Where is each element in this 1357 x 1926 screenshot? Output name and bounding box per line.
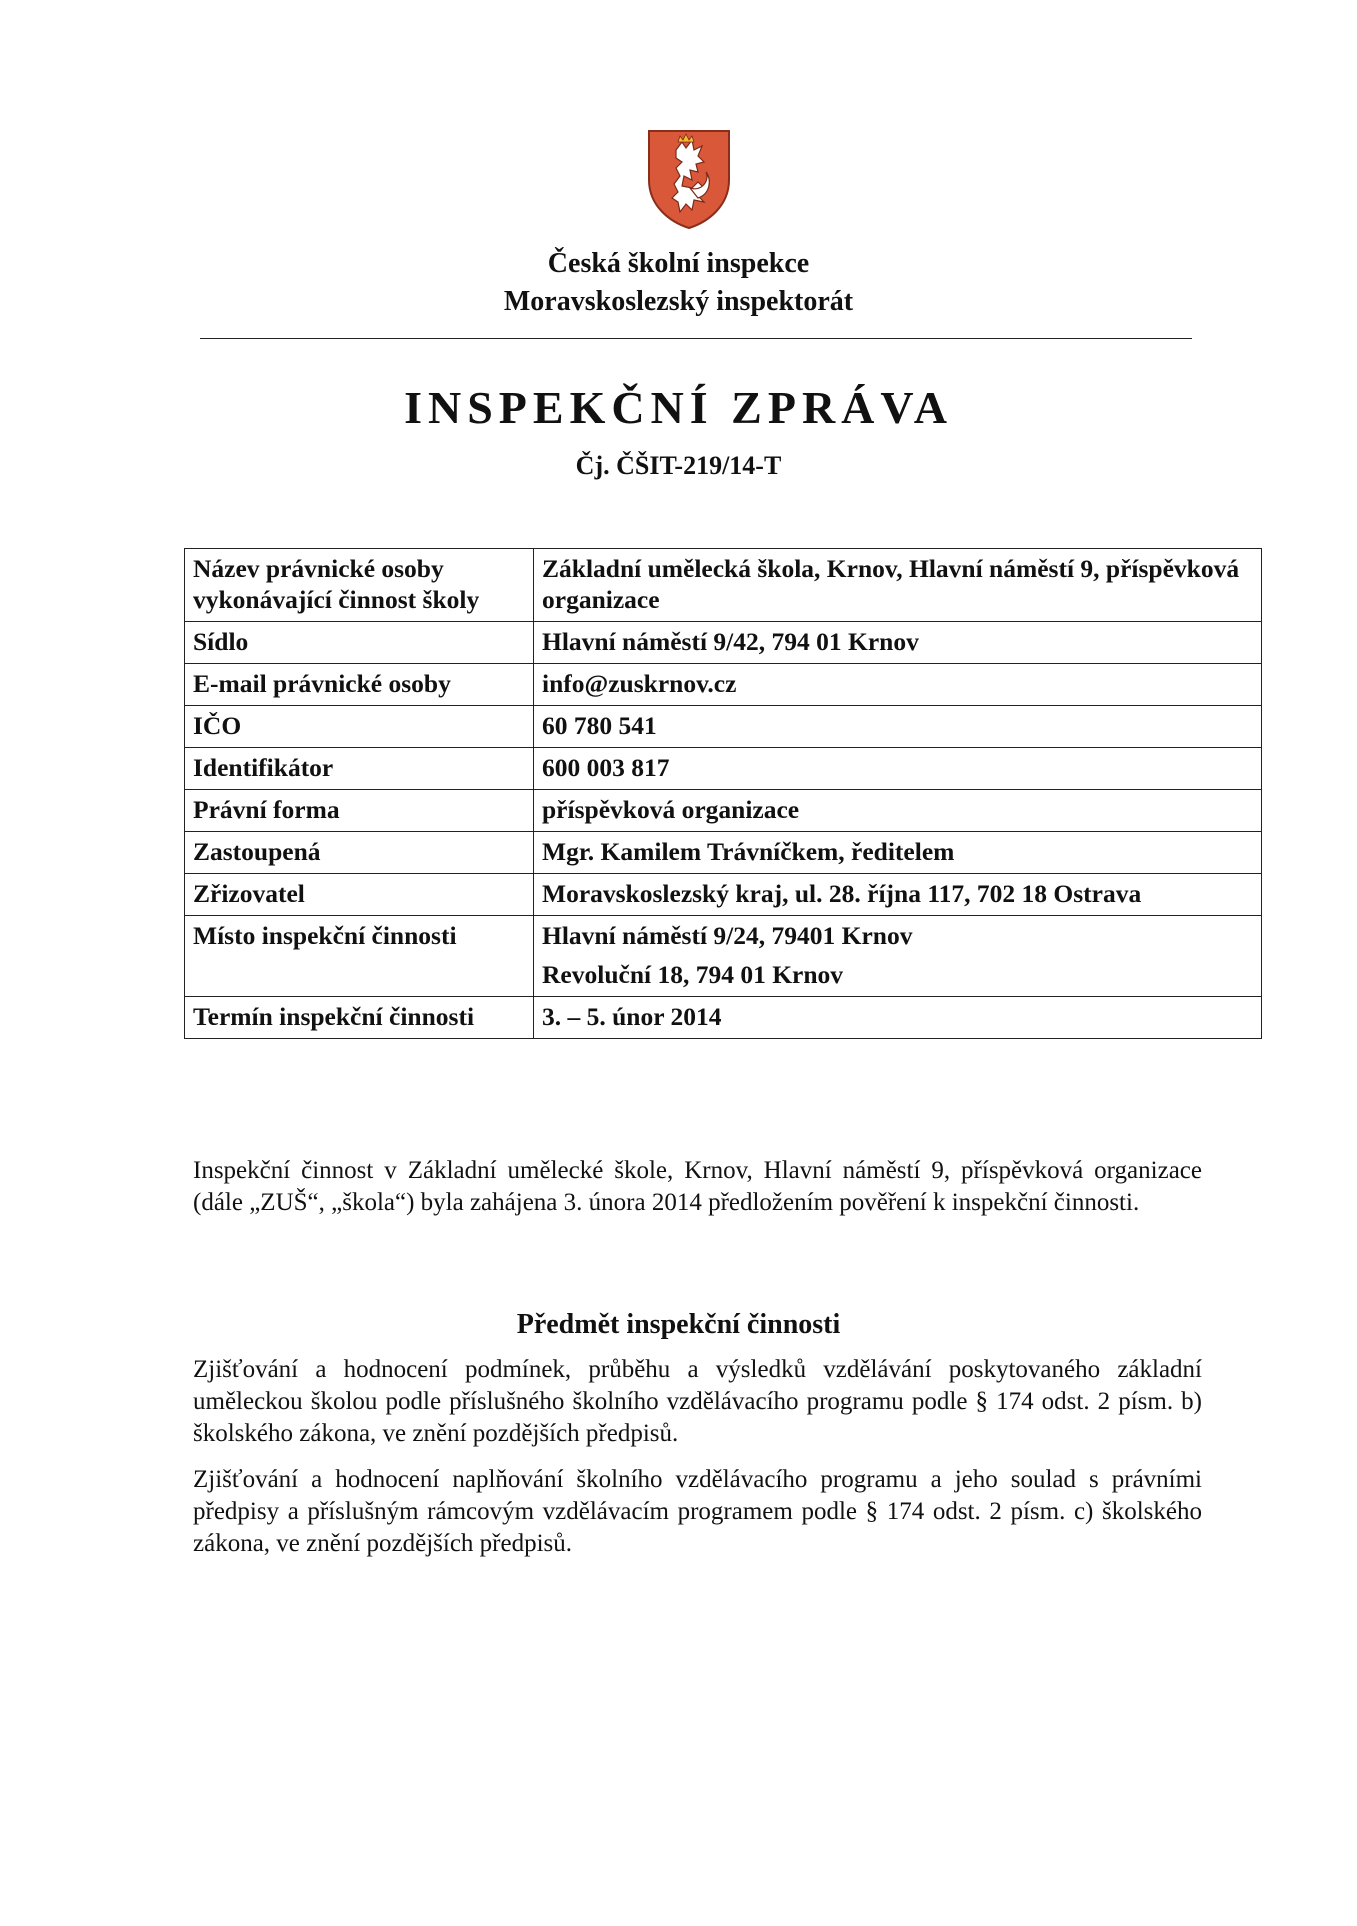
row-value: [534, 549, 1262, 622]
subject-paragraph: Zjišťování a hodnocení naplňování školního vzdělávacího programu a jeho soulad s právními předpisy a příslušným rámcovým vzdělávacím programem podle § 174 odst. 2 písm. c) školského zákona, ve znění pozdějších předpisů.: [193, 1466, 1202, 1557]
row-label: E-mail právnické osoby: [185, 664, 534, 706]
table-row: [185, 832, 1262, 874]
row-label: Zřizovatel: [185, 874, 534, 916]
row-value-line: Moravskoslezský kraj, ul. 28. října 117, 702 18 Ostrava: [542, 879, 1142, 908]
row-label: Sídlo: [185, 622, 534, 664]
table-row: [185, 664, 1262, 706]
row-value: [534, 664, 1262, 706]
table-row: [185, 916, 1262, 997]
row-label: Zastoupená: [185, 832, 534, 874]
table-row: [185, 874, 1262, 916]
row-value: [534, 790, 1262, 832]
document-title: INSPEKČNÍ ZPRÁVA: [404, 382, 953, 433]
intro-paragraph: Inspekční činnost v Základní umělecké škole, Krnov, Hlavní náměstí 9, příspěvková organizace (dále „ZUŠ“, „škola“) byla zahájena 3. února 2014 předložením pověření k inspekční činnosti.: [193, 1157, 1202, 1216]
czech-coat-of-arms-icon: [646, 128, 732, 230]
row-value: [534, 706, 1262, 748]
row-label: Právní forma: [185, 790, 534, 832]
table-row: [185, 790, 1262, 832]
header-divider: [200, 338, 1192, 339]
row-value-line: Hlavní náměstí 9/24, 79401 Krnov: [542, 921, 913, 950]
row-value-line: Základní umělecká škola, Krnov, Hlavní náměstí 9, příspěvková organizace: [542, 554, 1240, 614]
row-value: [534, 997, 1262, 1039]
table-row: [185, 549, 1262, 622]
row-label: Termín inspekční činnosti: [185, 997, 534, 1039]
row-label: Identifikátor: [185, 748, 534, 790]
row-label: Místo inspekční činnosti: [185, 916, 534, 997]
row-value-line: 600 003 817: [542, 753, 670, 782]
school-info-table: [184, 548, 1262, 1039]
row-value-line: 3. – 5. únor 2014: [542, 1002, 722, 1031]
row-value-line: Hlavní náměstí 9/42, 794 01 Krnov: [542, 627, 919, 656]
table-row: [185, 748, 1262, 790]
row-value: [534, 748, 1262, 790]
row-value: [534, 622, 1262, 664]
row-value-line: Mgr. Kamilem Trávníčkem, ředitelem: [542, 837, 955, 866]
row-value-line: 60 780 541: [542, 711, 657, 740]
row-label: Název právnické osoby vykonávající činnost školy: [185, 549, 534, 622]
reference-number: Čj. ČŠIT-219/14-T: [575, 451, 782, 480]
row-value-line: Revoluční 18, 794 01 Krnov: [542, 960, 844, 989]
inspectorate-name: Moravskoslezský inspektorát: [503, 286, 854, 317]
table-row: [185, 622, 1262, 664]
table-row: [185, 997, 1262, 1039]
subject-paragraph: Zjišťování a hodnocení podmínek, průběhu a výsledků vzdělávání poskytovaného základní uměleckou školou podle příslušného školního vzdělávacího programu podle § 174 odst. 2 písm. b) školského zákona, ve znění pozdějších předpisů.: [193, 1356, 1202, 1447]
row-value-line: příspěvková organizace: [542, 795, 800, 824]
row-value: [534, 832, 1262, 874]
table-row: [185, 706, 1262, 748]
org-name: Česká školní inspekce: [547, 248, 810, 279]
subject-heading: Předmět inspekční činnosti: [516, 1309, 841, 1340]
row-value-line: info@zuskrnov.cz: [542, 669, 737, 698]
row-label: IČO: [185, 706, 534, 748]
row-value: [534, 916, 1262, 997]
row-value: [534, 874, 1262, 916]
